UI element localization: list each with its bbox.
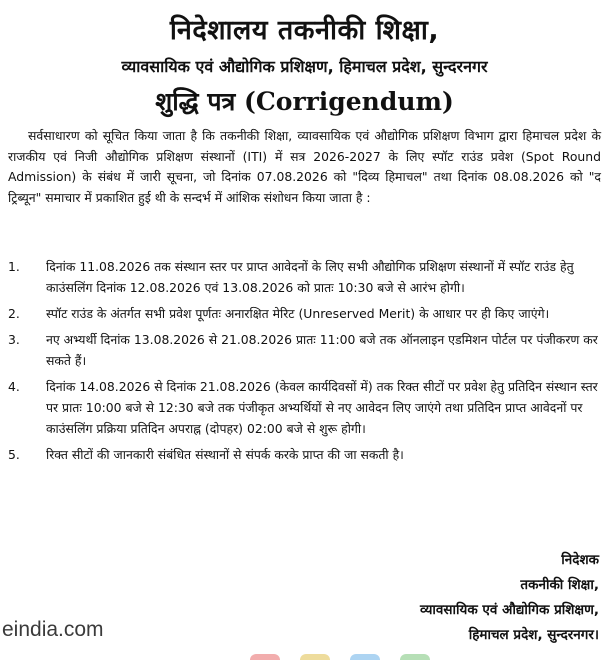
list-item [8, 256, 601, 298]
item-number: 5. [8, 447, 20, 462]
signature-block [420, 548, 599, 648]
item-number: 1. [8, 259, 20, 274]
item-text: दिनांक 14.08.2026 से दिनांक 21.08.2026 (केवल कार्यदिवसों में) तक रिक्त सीटों पर प्रवेश हेतु प्रतिदिन संस्थान स्तर पर प्रातः 10:00 बजे से 12:30 बजे तक पंजीकृत अभ्यर्थियों से नए आवेदन लिए जाएंगे तथा प्रतिदिन प्राप्त आवेदनों पर काउंसलिंग प्रक्रिया प्रतिदिन अपराह्न (दोपहर) 02:00 बजे से शुरू होगी। [46, 379, 598, 436]
list-item [8, 444, 601, 465]
item-text: नए अभ्यर्थी दिनांक 13.08.2026 से 21.08.2026 प्रातः 11:00 बजे तक ऑनलाइन एडमिशन पोर्टल पर पंजीकरण कर सकते हैं। [46, 332, 598, 368]
signatory-designation: निदेशक [561, 552, 599, 568]
item-number: 3. [8, 332, 20, 347]
item-number: 4. [8, 379, 20, 394]
list-item [8, 376, 601, 439]
list-item [8, 303, 601, 324]
signatory-location: हिमाचल प्रदेश, सुन्दरनगर। [468, 627, 599, 643]
amendment-list [8, 256, 601, 470]
item-number: 2. [8, 306, 20, 321]
signatory-division: व्यावसायिक एवं औद्योगिक प्रशिक्षण, [419, 602, 599, 618]
signatory-department: तकनीकी शिक्षा, [520, 577, 599, 593]
notice-title: शुद्धि पत्र (Corrigendum) [155, 87, 454, 116]
list-item [8, 329, 601, 371]
directorate-title: निदेशालय तकनीकी शिक्षा, [169, 15, 440, 46]
item-text: स्पॉट राउंड के अंतर्गत सभी प्रवेश पूर्णतः अनारक्षित मेरिट (Unreserved Merit) के आधार पर ही किए जाएंगे। [46, 306, 550, 321]
item-text: दिनांक 11.08.2026 तक संस्थान स्तर पर प्राप्त आवेदनों के लिए सभी औद्योगिक प्रशिक्षण संस्थानों में स्पॉट राउंड हेतु काउंसलिंग दिनांक 12.08.2026 एवं 13.08.2026 को प्रातः 10:30 बजे से आरंभ होगी। [46, 259, 574, 295]
watermark: eindia.com [2, 618, 104, 641]
item-text: रिक्त सीटों की जानकारी संबंधित संस्थानों से संपर्क करके प्राप्त की जा सकती है। [46, 447, 404, 462]
bottom-color-strip [0, 650, 609, 660]
department-subtitle: व्यावसायिक एवं औद्योगिक प्रशिक्षण, हिमाचल प्रदेश, सुन्दरनगर [121, 57, 488, 76]
intro-paragraph: सर्वसाधारण को सूचित किया जाता है कि तकनीकी शिक्षा, व्यावसायिक एवं औद्योगिक प्रशिक्षण विभाग द्वारा हिमाचल प्रदेश के राजकीय एवं निजी औद्योगिक प्रशिक्षण संस्थानों (ITI) में सत्र 2026-2027 के लिए स्पॉट राउंड प्रवेश (Spot Round Admission) के संबंध में जारी सूचना, जो दिनांक 07.08.2026 को "दिव्य हिमाचल" तथा दिनांक 08.08.2026 को "द ट्रिब्यून" समाचार में प्रकाशित हुई थी के सन्दर्भ में आंशिक संशोधन किया जाता है : [8, 128, 601, 205]
